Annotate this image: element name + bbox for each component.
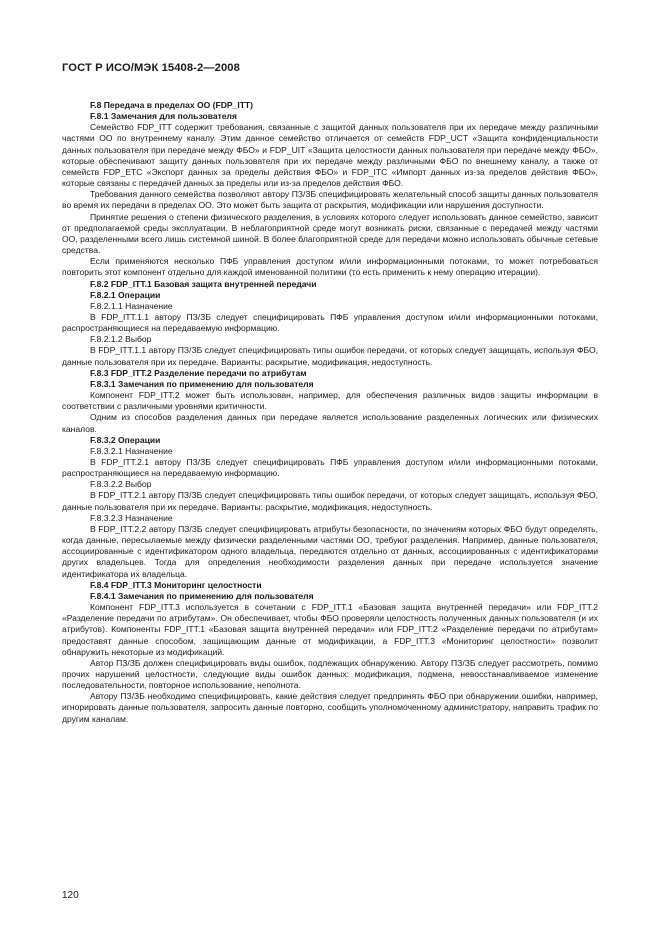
paragraph: В FDP_ITT.2.1 автору ПЗ/ЗБ следует специфицировать типы ошибок передачи, от которых следует защищать, используя ФБО, данные пользователя при их передаче. Варианты: раскрытие, модификация, недоступность. (62, 490, 598, 512)
paragraph: Семейство FDP_ITT содержит требования, связанные с защитой данных пользователя при их передаче между различными частями ОО по внутреннему каналу. Этим данное семейство отличается от семейств FDP_UCT «Защита конфиденциальности данных пользователя при передаче между ФБО» и FDP_UIT «Защита целостности данных пользователя при передаче между ФБО», которые обеспечивают защиту данных пользователя при их передаче между различными ФБО по внешнему каналу, а также от семейств FDP_ETC «Экспорт данных за пределы действия ФБО» и FDP_ITC «Импорт данных из-за пределов действия ФБО», которые связаны с передачей данных за пределы или из-за пределов действия ФБО. (62, 122, 598, 189)
paragraph: Автору ПЗ/ЗБ необходимо специфицировать, какие действия следует предпринять ФБО при обнаружении ошибки, например, игнорировать данные пользователя, запросить данные повторно, сообщить уполномоченному администратору, направить трафик по другим каналам. (62, 691, 598, 724)
subsection-heading: F.8.3 FDP_ITT.2 Разделение передачи по атрибутам (90, 367, 307, 378)
paragraph: Компонент FDP_ITT.2 может быть использован, например, для обеспечения различных видов защиты информации в соответствии с различными уровнями критичности. (62, 390, 598, 412)
paragraph: Если применяются несколько ПФБ управления доступом и/или информационными потоками, то может потребоваться повторить этот компонент отдельно для каждой именованной политики (то есть применить к нему операцию итерации). (62, 256, 598, 278)
subsection-heading: F.8.3.2 Операции (90, 434, 161, 445)
clause-label: F.8.2.1.1 Назначение (90, 300, 173, 311)
document-page (62, 62, 598, 725)
paragraph: Требования данного семейства позволяют автору ПЗ/ЗБ специфицировать желательный способ защиты данных пользователя во время их передачи в пределах ОО. Это может быть защита от раскрытия, модификации или нарушения доступности. (62, 189, 598, 211)
clause-label: F.8.3.2.2 Выбор (90, 479, 152, 490)
paragraph: Автор ПЗ/ЗБ должен специфицировать виды ошибок, подлежащих обнаружению. Автору ПЗ/ЗБ следует рассмотреть, помимо прочих нарушений целостности, следующие виды ошибок данных: модификация, подмена, невосстанавливаемое изменение последовательности, повторное использование, неполнота. (62, 657, 598, 691)
subsection-heading: F.8.1 Замечания для пользователя (90, 111, 237, 122)
subsection-heading: F.8.2.1 Операции (90, 289, 161, 300)
section-heading: F.8 Передача в пределах ОО (FDP_ITT) (90, 100, 253, 110)
paragraph: Компонент FDP_ITT.3 используется в сочетании с FDP_ITT.1 «Базовая защита внутренней передачи» или FDP_ITT.2 «Разделение передачи по атрибутам». Он обеспечивает, чтобы ФБО проверяли целостность полученных данных пользователя (и их атрибутов). Компоненты FDP_ITT.1 «Базовая защита внутренней передачи» или FDP_ITT.2 «Разделение передачи по атрибутам» предоставят данные способом, защищающим данные от модификации, а FDP_ITT.3 «Мониторинг целостности» позволит обнаружить некоторые из модификаций. (62, 602, 598, 657)
paragraph: В FDP_ITT.1.1 автору ПЗ/ЗБ следует специфицировать типы ошибок передачи, от которых следует защищать, используя ФБО, данные пользователя при их передаче. Варианты: раскрытие, модификация, недоступность. (62, 345, 598, 367)
document-header: ГОСТ Р ИСО/МЭК 15408-2—2008 (62, 62, 240, 74)
paragraph: Одним из способов разделения данных при передаче является использование разделенных логических или физических каналов. (62, 412, 598, 434)
paragraph: В FDP_ITT.1.1 автору ПЗ/ЗБ следует специфицировать ПФБ управления доступом и/или информационными потоками, распространяющиеся на передаваемую информацию. (62, 311, 598, 334)
paragraph: Принятие решения о степени физического разделения, в условиях которого следует использовать данное семейство, зависит от предполагаемой среды эксплуатации. В неблагоприятной среде могут возникать риски, связанные с передачей между частями ОО, разделенными всего лишь системной шиной. В более благоприятной среде для передачи можно использовать обычные сетевые средства. (62, 211, 598, 256)
page-number: 120 (62, 890, 79, 901)
paragraph: В FDP_ITT.2.2 автору ПЗ/ЗБ следует специфицировать атрибуты безопасности, по значениям которых ФБО будут определять, когда данные, пересылаемые между физически разделенными частями ОО, требуют разделения. Например, данные пользователя, ассоциированные с идентификатором одного владельца, передаются отдельно от данных, ассоциированных с идентификаторами других владельцев. Тогда для определения необходимости разделения данных при передаче используется значение идентификатора их владельца. (62, 523, 598, 579)
clause-label: F.8.2.1.2 Выбор (90, 334, 152, 345)
document-body (62, 100, 598, 725)
clause-label: F.8.3.2.1 Назначение (90, 445, 173, 456)
subsection-heading: F.8.2 FDP_ITT.1 Базовая защита внутренней передачи (90, 278, 317, 289)
subsection-heading: F.8.3.1 Замечания по применению для пользователя (90, 378, 314, 389)
subsection-heading: F.8.4 FDP_ITT.3 Мониторинг целостности (90, 579, 262, 590)
paragraph: В FDP_ITT.2.1 автору ПЗ/ЗБ следует специфицировать ПФБ управления доступом и/или информационными потоками, распространяющиеся на передаваемую информацию. (62, 457, 598, 479)
clause-label: F.8.3.2.3 Назначение (90, 512, 173, 523)
subsection-heading: F.8.4.1 Замечания по применению для пользователя (90, 590, 314, 601)
